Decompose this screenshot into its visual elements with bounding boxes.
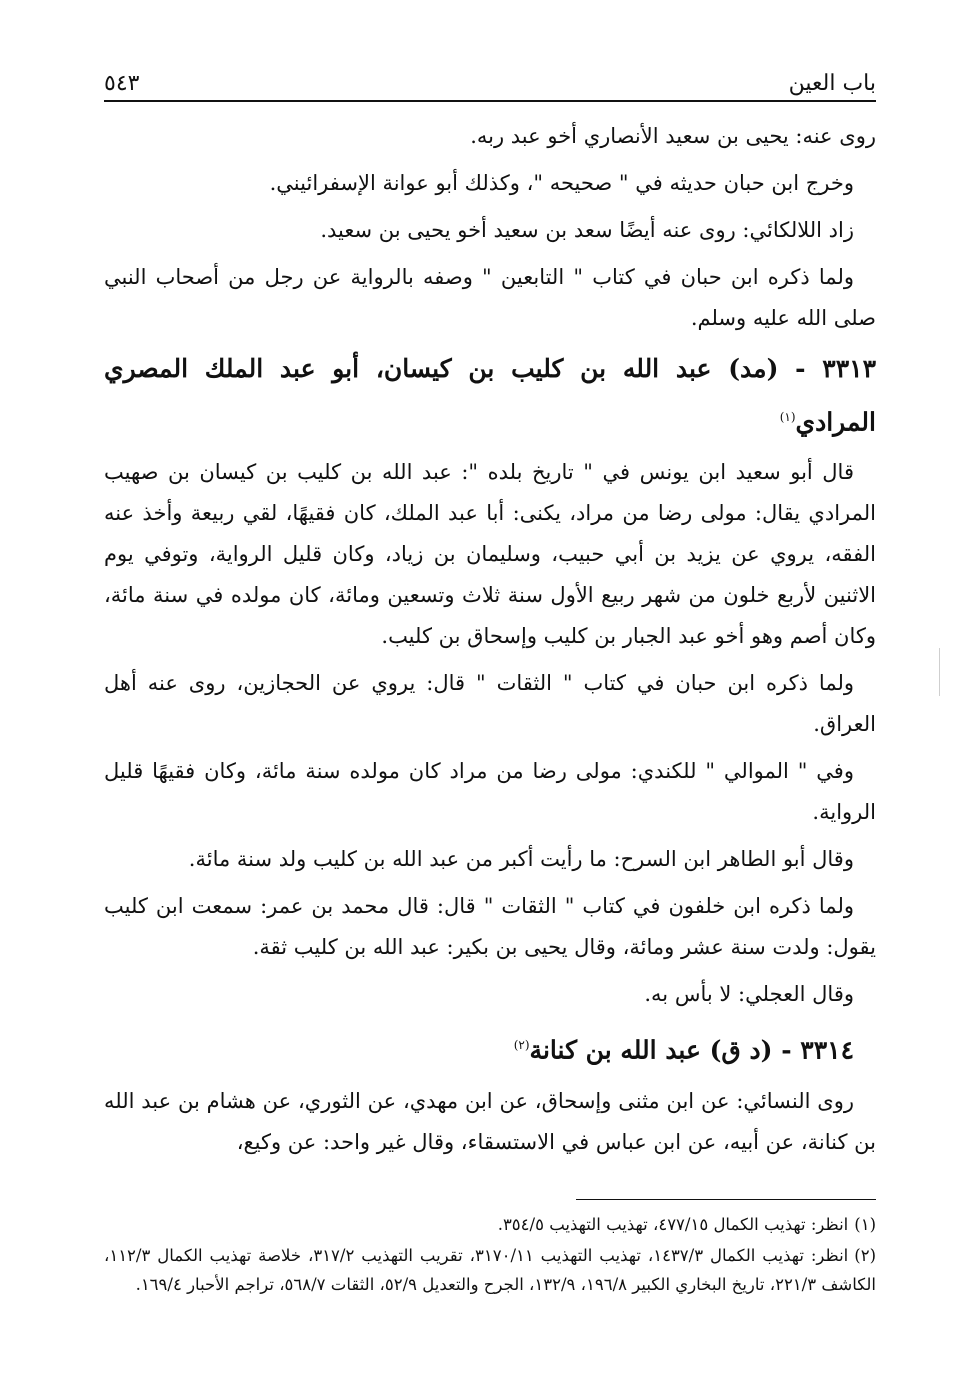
paragraph: زاد اللالكائي: روى عنه أيضًا سعد بن سعيد أخو يحيى بن سعيد.: [320, 218, 854, 242]
footnote-separator: [576, 1199, 876, 1200]
entry-title: ٣٣١٤ - (د ق) عبد الله بن كنانة: [529, 1035, 854, 1065]
paragraph: ولما ذكره ابن حبان في كتاب " الثقات " قال: يروي عن الحجازين، روى عنه أهل العراق.: [104, 671, 876, 737]
footnote-text: انظر: تهذيب الكمال ١٤٣٧/٣، تهذيب التهذيب ٣١٧٠/١١، تقريب التهذيب ٣١٧/٢، خلاصة تهذيب الكمال ١١٢/٣، الكاشف ٢٢١/٣، تاريخ البخاري الكبير ١٩٦/٨، ١٣٢/٩، الجرح والتعديل ٥٢/٩، الثقات ٥٦٨/٧، تراجم الأحبار ١٦٩/٤.: [104, 1245, 876, 1294]
entry-heading-3314: [104, 1021, 876, 1074]
document-page: [104, 56, 876, 1346]
paragraph: وقال أبو الطاهر ابن السرح: ما رأيت أكبر من عبد الله بن كليب ولد سنة مائة.: [188, 847, 854, 872]
page-header: [104, 56, 876, 102]
entry-heading-3313: [104, 345, 876, 446]
footnote-marker: (١): [779, 410, 796, 424]
footnote-marker: (٢): [513, 1038, 530, 1053]
footnote-number: (٢): [854, 1245, 876, 1265]
footnotes: [104, 1210, 876, 1299]
paragraph: روى عنه: يحيى بن سعيد الأنصاري أخو عبد ربه.: [470, 124, 876, 148]
footnote: [104, 1241, 876, 1299]
chapter-title: باب العين: [788, 71, 876, 96]
paragraph: وخرج ابن حبان حديثه في " صحيحه "، وكذلك أبو عوانة الإسفرائيني.: [269, 171, 854, 195]
paragraph: وقال العجلي: لا بأس به.: [644, 982, 854, 1007]
footnote-text: انظر: تهذيب الكمال ٤٧٧/١٥، تهذيب التهذيب ٣٥٤/٥.: [497, 1214, 849, 1234]
scan-mark: [939, 648, 940, 696]
footnote-number: (١): [854, 1214, 876, 1234]
paragraph: روى النسائي: عن ابن مثنى وإسحاق، عن ابن مهدي، عن الثوري، عن هشام بن عبد الله بن كنانة، عن أبيه، عن ابن عباس في الاستسقاء، وقال غير واحد: عن وكيع،: [104, 1088, 876, 1154]
page-number: ٥٤٣: [104, 71, 140, 96]
paragraph: وفي " الموالي " للكندي: مولى رضا من مراد كان مولده سنة مائة، وكان فقيهًا قليل الرواية.: [104, 759, 876, 825]
footnote: [104, 1210, 876, 1239]
paragraph: ولما ذكره ابن حبان في كتاب " التابعين " وصفه بالرواية عن رجل من أصحاب النبي صلى الله عليه وسلم.: [104, 265, 876, 330]
entry-title: ٣٣١٣ - (مد) عبد الله بن كليب بن كيسان، أبو عبد الملك المصري المرادي: [104, 354, 876, 437]
main-text: [104, 116, 876, 1163]
paragraph: ولما ذكره ابن خلفون في كتاب " الثقات " قال: قال محمد بن عمر: سمعت ابن كليب يقول: ولدت سنة عشر ومائة، وقال يحيى بن بكير: عبد الله بن كليب ثقة.: [104, 894, 876, 960]
paragraph: قال أبو سعيد ابن يونس في " تاريخ بلده ": عبد الله بن كليب بن كيسان بن صهيب المرادي يقال: مولى رضا من مراد، يكنى: أبا عبد الملك، كان فقيهًا، لقي ربيعة وأخذ عنه الفقه، يروي عن يزيد بن أبي حبيب، وسليمان بن زياد، وكان قليل الرواية، وتوفي يوم الاثنين لأربع خلون من شهر ربيع الأول سنة ثلاث وتسعين ومائة، كان مولده في سنة مائة، وكان أصم وهو أخو عبد الجبار بن كليب وإسحاق بن كليب.: [104, 460, 876, 649]
